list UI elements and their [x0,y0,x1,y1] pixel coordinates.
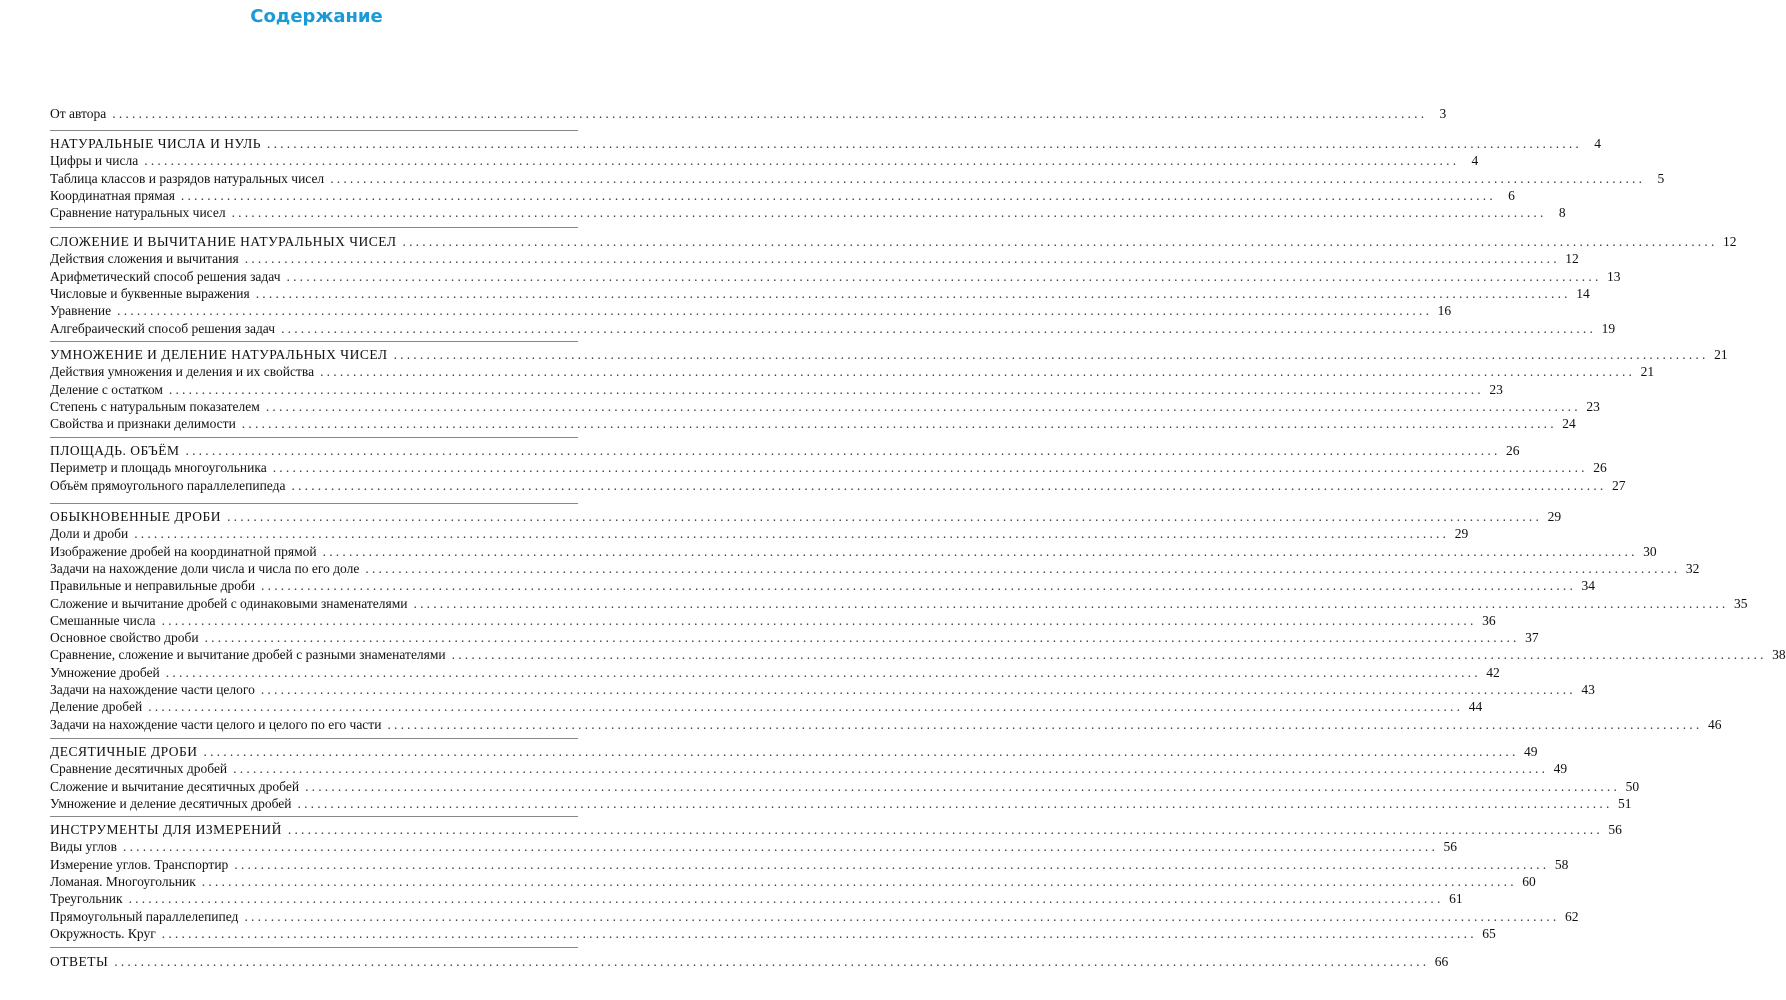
section-divider [50,738,578,739]
dot-leader: ........................................................................................................................................................................................................ [393,347,1709,362]
toc-entry [50,476,1626,493]
dot-leader: ........................................................................................................................................................................................................ [244,909,1560,924]
entry-label: УМНОЖЕНИЕ И ДЕЛЕНИЕ НАТУРАЛЬНЫХ ЧИСЕЛ [50,347,388,362]
toc-section-heading [50,820,1622,837]
toc-entry [50,542,1657,559]
dot-leader: ........................................................................................................................................................................................................ [201,874,1517,889]
toc-entry [50,872,1536,889]
page-number: 19 [1601,321,1616,336]
dot-leader: ........................................................................................................................................................................................................ [148,699,1464,714]
toc-entry [50,759,1568,776]
entry-label: Виды углов [50,839,118,854]
dot-leader: ........................................................................................................................................................................................................ [241,416,1557,431]
entry-label: Таблица классов и разрядов натуральных чисел [50,171,325,186]
toc-entry [50,663,1500,680]
toc-entry [50,151,1479,168]
entry-label: Арифметический способ решения задач [50,269,281,284]
page-number: 3 [1439,106,1447,121]
page-number: 50 [1625,779,1640,794]
dot-leader: ........................................................................................................................................................................................................ [161,926,1477,941]
page-number: 26 [1593,460,1607,475]
toc-entry [50,414,1576,431]
entry-label: Действия сложения и вычитания [50,251,239,266]
entry-label: Ломаная. Многоугольник [50,874,196,889]
toc-section-heading [50,742,1538,759]
page-number: 14 [1576,286,1590,301]
entry-label: Объём прямоугольного параллелепипеда [50,478,286,493]
entry-label: Деление дробей [50,699,143,714]
page-number: 49 [1524,744,1538,759]
dot-leader: ........................................................................................................................................................................................................ [117,303,1433,318]
toc-entry [50,319,1616,336]
section-divider [50,437,578,438]
page-number: 35 [1734,596,1748,611]
dot-leader: ........................................................................................................................................................................................................ [320,364,1636,379]
page-number: 56 [1608,822,1622,837]
toc-entry [50,924,1496,941]
toc-entry [50,777,1640,794]
page-number: 5 [1657,171,1665,186]
page-number: 29 [1547,509,1562,524]
toc-entry [50,203,1566,220]
toc-entry [50,301,1452,318]
dot-leader: ........................................................................................................................................................................................................ [387,717,1703,732]
page-number: 23 [1489,382,1503,397]
toc-section-heading [50,441,1520,458]
entry-label: Доли и дроби [50,526,129,541]
entry-label: Измерение углов. Транспортир [50,857,229,872]
toc-entry [50,611,1496,628]
dot-leader: ........................................................................................................................................................................................................ [330,171,1646,186]
dot-leader: ........................................................................................................................................................................................................ [128,891,1444,906]
dot-leader: ........................................................................................................................................................................................................ [144,153,1460,168]
toc-entry [50,169,1665,186]
page-number: 12 [1565,251,1579,266]
dot-leader: ........................................................................................................................................................................................................ [168,382,1484,397]
entry-label: Основное свойство дроби [50,630,199,645]
toc-entry [50,559,1700,576]
toc-entry [50,907,1579,924]
dot-leader: ........................................................................................................................................................................................................ [305,779,1621,794]
section-divider [50,341,578,342]
dot-leader: ........................................................................................................................................................................................................ [286,269,1602,284]
entry-label: Задачи на нахождение части целого [50,682,255,697]
toc-entry [50,186,1515,203]
dot-leader: ........................................................................................................................................................................................................ [281,321,1597,336]
page-number: 44 [1468,699,1483,714]
section-divider [50,503,578,504]
dot-leader: ........................................................................................................................................................................................................ [402,234,1718,249]
toc-entry [50,889,1463,906]
entry-label: Сложение и вычитание десятичных дробей [50,779,300,794]
entry-label: Изображение дробей на координатной прямой [50,544,317,559]
dot-leader: ........................................................................................................................................................................................................ [233,761,1549,776]
page-number: 58 [1554,857,1569,872]
entry-label: НАТУРАЛЬНЫЕ ЧИСЛА И НУЛЬ [50,136,261,151]
toc-section-heading [50,507,1562,524]
entry-label: Сравнение натуральных чисел [50,205,226,220]
entry-label: Сравнение десятичных дробей [50,761,228,776]
dot-leader: ........................................................................................................................................................................................................ [260,682,1576,697]
page-number: 13 [1607,269,1621,284]
toc-section-heading [50,345,1728,362]
entry-label: Алгебраический способ решения задач [50,321,276,336]
entry-label: Действия умножения и деления и их свойства [50,364,315,379]
page-number: 66 [1434,954,1449,969]
page-number: 4 [1594,136,1601,151]
toc-entry [50,576,1596,593]
toc-entry [50,837,1458,854]
toc-entry [50,397,1600,414]
entry-label: ОБЫКНОВЕННЫЕ ДРОБИ [50,509,222,524]
entry-label: Сложение и вычитание дробей с одинаковыми знаменателями [50,596,408,611]
toc-entry [50,715,1722,732]
page-number: 23 [1586,399,1600,414]
dot-leader: ........................................................................................................................................................................................................ [287,822,1603,837]
section-divider [50,130,578,131]
toc-entry [50,249,1579,266]
page-number: 61 [1449,891,1463,906]
section-divider [50,947,578,948]
dot-leader: ........................................................................................................................................................................................................ [413,596,1729,611]
toc-entry [50,458,1607,475]
toc-section-heading [50,134,1601,151]
dot-leader: ........................................................................................................................................................................................................ [227,509,1543,524]
dot-leader: ........................................................................................................................................................................................................ [231,205,1547,220]
entry-label: Задачи на нахождение доли числа и числа по его доле [50,561,360,576]
dot-leader: ........................................................................................................................................................................................................ [114,954,1430,969]
page-number: 65 [1482,926,1496,941]
toc-entry [50,794,1632,811]
page-number: 51 [1618,796,1632,811]
entry-label: Умножение и деление десятичных дробей [50,796,292,811]
dot-leader: ........................................................................................................................................................................................................ [261,578,1577,593]
page-number: 21 [1714,347,1728,362]
page-number: 36 [1482,613,1496,628]
page-number: 49 [1553,761,1568,776]
page-number: 62 [1564,909,1579,924]
dot-leader: ........................................................................................................................................................................................................ [365,561,1681,576]
page-number: 43 [1581,682,1595,697]
dot-leader: ........................................................................................................................................................................................................ [134,526,1450,541]
page-number: 37 [1525,630,1539,645]
page-number: 6 [1508,188,1515,203]
dot-leader: ........................................................................................................................................................................................................ [267,136,1582,151]
dot-leader: ........................................................................................................................................................................................................ [165,665,1481,680]
entry-label: Свойства и признаки делимости [50,416,236,431]
entry-label: От автора [50,106,107,121]
entry-label: Координатная прямая [50,188,175,203]
toc-entry [50,680,1595,697]
entry-label: Числовые и буквенные выражения [50,286,250,301]
page-number: 60 [1522,874,1536,889]
page-number: 8 [1558,205,1566,220]
dot-leader: ........................................................................................................................................................................................................ [161,613,1477,628]
entry-label: Деление с остатком [50,382,163,397]
dot-leader: ........................................................................................................................................................................................................ [291,478,1607,493]
entry-label: Умножение дробей [50,665,160,680]
entry-label: ПЛОЩАДЬ. ОБЪЁМ [50,443,180,458]
entry-label: ИНСТРУМЕНТЫ ДЛЯ ИЗМЕРЕНИЙ [50,822,282,837]
page-number: 30 [1643,544,1657,559]
dot-leader: ........................................................................................................................................................................................................ [244,251,1560,266]
page-number: 38 [1772,647,1786,662]
page-number: 21 [1640,364,1655,379]
entry-label: ДЕСЯТИЧНЫЕ ДРОБИ [50,744,198,759]
page-number: 4 [1471,153,1479,168]
dot-leader: ........................................................................................................................................................................................................ [297,796,1613,811]
entry-label: Правильные и неправильные дроби [50,578,256,593]
entry-label: СЛОЖЕНИЕ И ВЫЧИТАНИЕ НАТУРАЛЬНЫХ ЧИСЕЛ [50,234,397,249]
entry-label: Цифры и числа [50,153,139,168]
page-number: 34 [1581,578,1596,593]
page-number: 12 [1723,234,1737,249]
entry-label: Окружность. Круг [50,926,156,941]
entry-label: ОТВЕТЫ [50,954,109,969]
toc-entry [50,284,1590,301]
entry-label: Сравнение, сложение и вычитание дробей с разными знаменателями [50,647,446,662]
dot-leader: ........................................................................................................................................................................................................ [204,630,1520,645]
dot-leader: ........................................................................................................................................................................................................ [234,857,1550,872]
toc-entry [50,594,1748,611]
dot-leader: ........................................................................................................................................................................................................ [112,106,1428,121]
page-number: 26 [1506,443,1520,458]
page-number: 16 [1437,303,1452,318]
page-number: 27 [1611,478,1626,493]
page-number: 32 [1685,561,1700,576]
dot-leader: ........................................................................................................................................................................................................ [185,443,1501,458]
page-number: 24 [1562,416,1576,431]
toc-entry [50,362,1655,379]
page-number: 29 [1454,526,1469,541]
dot-leader: ........................................................................................................................................................................................................ [265,399,1581,414]
page-number: 42 [1486,665,1500,680]
dot-leader: ........................................................................................................................................................................................................ [203,744,1519,759]
section-divider [50,816,578,817]
dot-leader: ........................................................................................................................................................................................................ [451,647,1767,662]
toc-entry [50,267,1621,284]
entry-label: Степень с натуральным показателем [50,399,260,414]
toc-entry [50,380,1503,397]
toc-entry-intro [50,104,1447,121]
page-number: 56 [1443,839,1458,854]
entry-label: Периметр и площадь многоугольника [50,460,267,475]
toc-entry-answers [50,952,1449,969]
entry-label: Задачи на нахождение части целого и целого по его части [50,717,382,732]
toc-entry [50,524,1469,541]
entry-label: Треугольник [50,891,123,906]
dot-leader: ........................................................................................................................................................................................................ [255,286,1571,301]
toc-entry [50,628,1539,645]
toc-entry [50,855,1569,872]
toc-section-heading [50,232,1737,249]
toc-entry [50,697,1483,714]
toc-entry [50,645,1786,662]
page-number: 46 [1707,717,1722,732]
entry-label: Смешанные числа [50,613,156,628]
dot-leader: ........................................................................................................................................................................................................ [180,188,1496,203]
section-divider [50,227,578,228]
entry-label: Уравнение [50,303,112,318]
dot-leader: ........................................................................................................................................................................................................ [322,544,1638,559]
entry-label: Прямоугольный параллелепипед [50,909,239,924]
page-title: Содержание [250,6,383,27]
dot-leader: ........................................................................................................................................................................................................ [272,460,1588,475]
dot-leader: ........................................................................................................................................................................................................ [123,839,1439,854]
